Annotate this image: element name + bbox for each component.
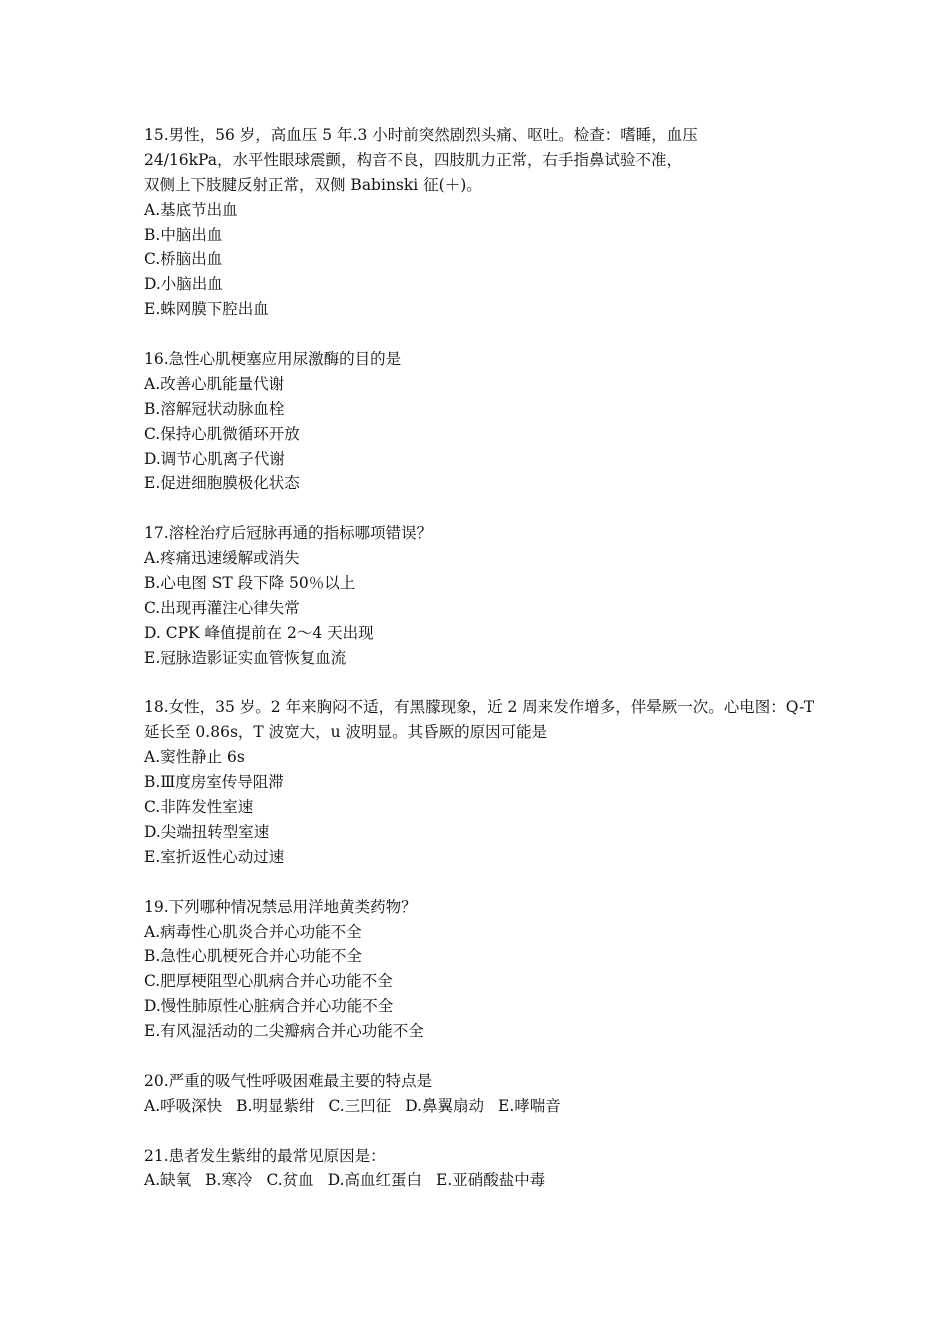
question-stem-line: 16.急性心肌梗塞应用尿激酶的目的是 <box>144 350 402 369</box>
answer-option: A.窦性静止 6s <box>144 748 245 767</box>
question-block <box>144 895 824 1044</box>
question-spacer <box>144 496 824 521</box>
answer-option: D.尖端扭转型室速 <box>144 822 270 841</box>
answer-option: D.慢性肺原性心脏病合并心功能不全 <box>144 997 394 1016</box>
answer-option: D.小脑出血 <box>144 275 223 294</box>
question-spacer <box>144 870 824 895</box>
question-block <box>144 347 824 496</box>
question-stem-line: 24/16kPa，水平性眼球震颤，构音不良，四肢肌力正常，右手指鼻试验不准， <box>144 150 683 169</box>
answer-option: A.病毒性心肌炎合并心功能不全 <box>144 922 362 941</box>
answer-option: E.室折返性心动过速 <box>144 847 285 866</box>
answer-option: C.出现再灌注心律失常 <box>144 598 300 617</box>
question-spacer <box>144 1044 824 1069</box>
answer-option: B.急性心肌梗死合并心功能不全 <box>144 947 362 966</box>
answer-options-row <box>144 1168 824 1193</box>
answer-option: C.三凹征 <box>328 1096 392 1115</box>
answer-option: D.调节心肌离子代谢 <box>144 449 285 468</box>
answer-option: C.非阵发性室速 <box>144 798 254 817</box>
answer-option: E.蛛网膜下腔出血 <box>144 300 269 319</box>
answer-option: C.肥厚梗阻型心肌病合并心功能不全 <box>144 972 393 991</box>
answer-option: A.改善心肌能量代谢 <box>144 374 285 393</box>
answer-option: E.有风湿活动的二尖瓣病合并心功能不全 <box>144 1022 424 1041</box>
question-stem-line: 15.男性，56 岁，高血压 5 年.3 小时前突然剧烈头痛、呕吐。检查：嗜睡，血压 <box>144 126 698 144</box>
question-block <box>144 123 824 322</box>
question-stem-line: 延长至 0.86s，T 波宽大，u 波明显。其昏厥的原因可能是 <box>144 723 548 742</box>
answer-option: B.中脑出血 <box>144 225 223 244</box>
answer-option: E.亚硝酸盐中毒 <box>436 1171 546 1190</box>
answer-option: C.桥脑出血 <box>144 250 223 269</box>
answer-option: D. CPK 峰值提前在 2～4 天出现 <box>144 623 374 642</box>
answer-option: E.哮喘音 <box>498 1096 561 1115</box>
answer-option: C.贫血 <box>266 1171 314 1190</box>
answer-option: E.促进细胞膜极化状态 <box>144 474 300 493</box>
question-block <box>144 695 824 869</box>
answer-option: A.缺氧 <box>144 1171 192 1190</box>
answer-option: A.呼吸深快 <box>144 1096 223 1115</box>
question-block <box>144 1144 824 1194</box>
question-stem-line: 17.溶栓治疗后冠脉再通的指标哪项错误？ <box>144 524 433 543</box>
answer-option: A.基底节出血 <box>144 200 238 219</box>
answer-option: B.寒冷 <box>205 1171 253 1190</box>
question-stem-line: 双侧上下肢腱反射正常，双侧 Babinski 征(＋)。 <box>144 175 482 194</box>
question-list <box>144 123 824 1193</box>
question-stem-line: 18.女性，35 岁。2 年来胸闷不适，有黑朦现象，近 2 周来发作增多，伴晕厥一次。心电图：Q-T <box>144 698 815 717</box>
question-stem-line: 21.患者发生紫绀的最常见原因是： <box>144 1146 386 1165</box>
answer-options-row <box>144 1094 824 1119</box>
question-block <box>144 521 824 670</box>
answer-option: C.保持心肌微循环开放 <box>144 424 300 443</box>
answer-option: A.疼痛迅速缓解或消失 <box>144 549 300 568</box>
answer-option: D.鼻翼扇动 <box>405 1096 484 1115</box>
answer-option: E.冠脉造影证实血管恢复血流 <box>144 648 347 667</box>
answer-option: D.高血红蛋白 <box>327 1171 422 1190</box>
answer-option: B.心电图 ST 段下降 50％以上 <box>144 574 356 593</box>
question-block <box>144 1069 824 1119</box>
question-stem-line: 20.严重的吸气性呼吸困难最主要的特点是 <box>144 1071 433 1090</box>
answer-option: B.溶解冠状动脉血栓 <box>144 399 285 418</box>
answer-option: B.Ⅲ度房室传导阻滞 <box>144 773 284 792</box>
question-stem-line: 19.下列哪种情况禁忌用洋地黄类药物？ <box>144 897 417 916</box>
question-spacer <box>144 1119 824 1144</box>
answer-option: B.明显紫绀 <box>236 1096 315 1115</box>
question-spacer <box>144 671 824 696</box>
question-spacer <box>144 322 824 347</box>
